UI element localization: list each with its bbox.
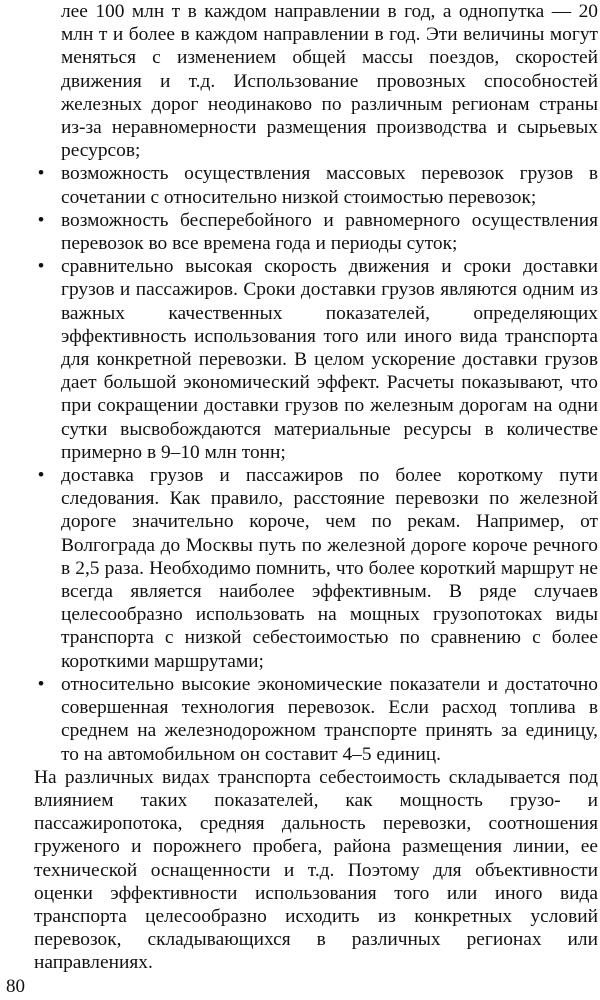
- bullet-icon: •: [37, 465, 45, 487]
- list-item: [34, 162, 598, 208]
- bullet-icon: •: [37, 163, 45, 185]
- list-item: [34, 209, 598, 255]
- list-item-text: возможность осуществления массовых перевозок грузов в сочетании с относительно низкой стоимостью перевозок;: [61, 163, 598, 208]
- list-item-text: доставка грузов и пассажиров по более короткому пути следования. Как правило, расстояние перевозки по железной дороге значительно короче, чем по рекам. Например, от Волгограда до Москвы путь по железной дороге короче речного в 2,5 раза. Необходимо помнить, что более короткий маршрут не всегда является наиболее эффективным. В ряде случаев целесообразно использовать на мощных грузопотоках виды транспорта с низкой себестоимостью по сравнению с более короткими маршрутами;: [61, 465, 598, 672]
- list-item-text: относительно высокие экономические показатели и достаточно совершенная технология перевозок. Если расход топлива в среднем на железнодорожном транспорте принять за единицу, то на автомобильном он составит 4–5 единиц.: [61, 673, 598, 765]
- page-number: 80: [6, 976, 25, 997]
- intro-continuation-text: лее 100 млн т в каждом направлении в год, а однопутка — 20 млн т и более в каждом направлении в год. Эти величины могут меняться с изменением общей массы поездов, скоростей движения и т.д. Использование провозных способностей железных дорог неодинаково по различным регионам страны из-за неравномерности размещения производства и сырьевых ресурсов;: [61, 1, 598, 162]
- advantages-list: [34, 162, 598, 765]
- bullet-icon: •: [37, 673, 45, 695]
- list-item: [34, 255, 598, 464]
- closing-paragraph: На различных видах транспорта себестоимость складывается под влиянием таких показателей, как мощность грузо- и пассажиропотока, средняя дальность перевозки, соотношения груженого и порожнего пробега, района размещения линии, ее технической оснащенности и т.д. Поэтому для объективности оценки эффективности использования того или иного вида транспорта целесообразно исходить из конкретных условий перевозок, складывающихся в различных регионах или направлениях.: [34, 766, 598, 974]
- bullet-icon: •: [37, 209, 45, 231]
- list-item: [34, 673, 598, 766]
- list-item-text: возможность бесперебойного и равномерного осуществления перевозок во все времена года и периоды суток;: [61, 209, 598, 255]
- bullet-icon: •: [37, 256, 45, 278]
- list-item: [34, 464, 598, 673]
- list-item-text: сравнительно высокая скорость движения и сроки доставки грузов и пассажиров. Сроки доставки грузов являются одним из важных качественных показателей, определяющих эффективность использования того или иного вида транспорта для конкретной перевозки. В целом ускорение доставки грузов дает большой экономический эффект. Расчеты показывают, что при сокращении доставки грузов по железным дорогам на одни сутки высвобождаются материальные ресурсы в количестве примерно в 9–10 млн тонн;: [61, 256, 598, 463]
